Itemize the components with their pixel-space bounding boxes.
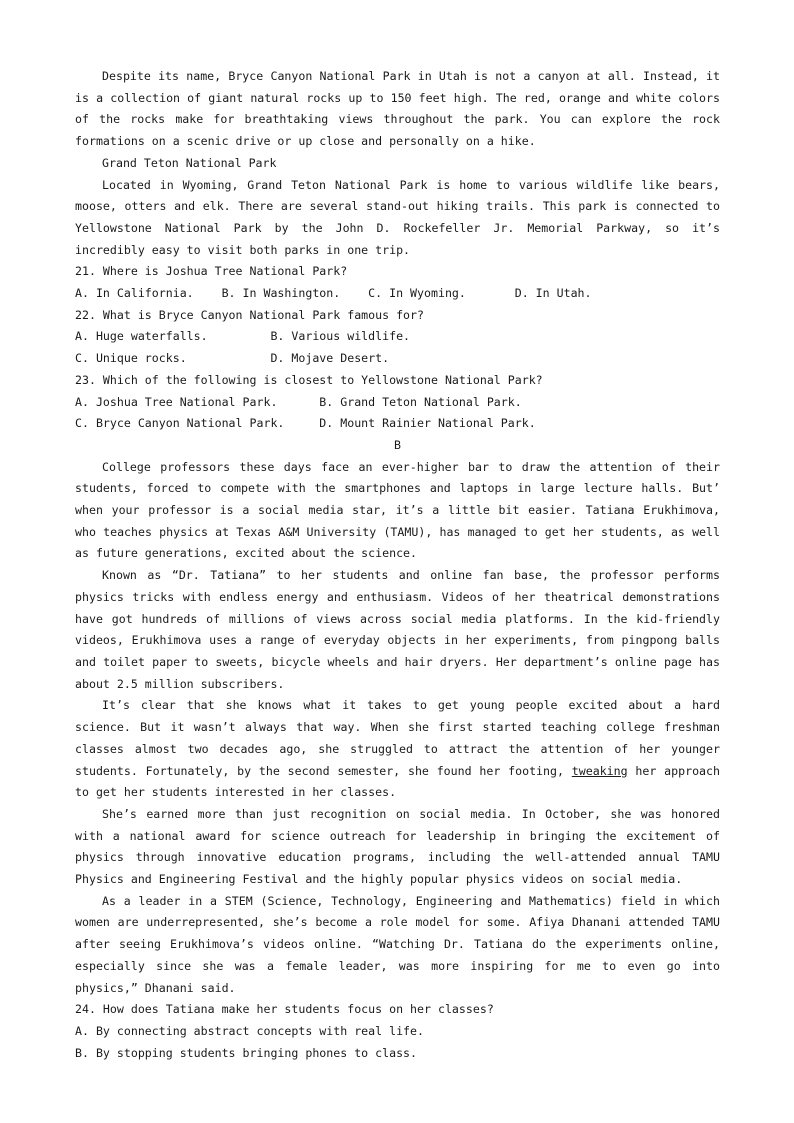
passage-b-paragraph-2: Known as “Dr. Tatiana” to her students and online fan base, the professor performs physics tricks with endless energy and enthusiasm. Videos of her theatrical demonstrations have got hundreds of millions of views across social media platforms. In the kid-friendly videos, Erukhimova uses a range of everyday objects in her experiments, from pingpong balls and toilet paper to sweets, bicycle wheels and hair dryers. Her department’s online page has about 2.5 million subscribers. (75, 568, 720, 691)
passage-b-paragraph-3 (75, 695, 720, 804)
grand-teton-heading: Grand Teton National Park (102, 155, 277, 170)
question-22-options-ab: A. Huge waterfalls. B. Various wildlife. (75, 329, 411, 344)
section-b-heading: B (394, 437, 401, 452)
question-21-options: A. In California. B. In Washington. C. In Wyoming. D. In Utah. (75, 286, 592, 301)
question-23-options-ab: A. Joshua Tree National Park. B. Grand Teton National Park. (75, 394, 522, 409)
bryce-canyon-paragraph: Despite its name, Bryce Canyon National Park in Utah is not a canyon at all. Instead, it is a collection of giant natural rocks up to 150 feet high. The red, orange and white colors of the rocks make for breathtaking views throughout the park. You can explore the rock formations on a scenic drive or up close and personally on a hike. (75, 69, 720, 149)
question-23-options-cd: C. Bryce Canyon National Park. D. Mount Rainier National Park. (75, 416, 536, 431)
paragraph-3-text-end: her approach to get her students interested in her classes. (75, 763, 720, 800)
question-24-option-b: B. By stopping students bringing phones to class. (75, 1045, 418, 1060)
question-22: 22. What is Bryce Canyon National Park famous for? (75, 307, 425, 322)
passage-b-paragraph-4: She’s earned more than just recognition on social media. In October, she was honored with a national award for science outreach for leadership in bringing the excitement of physics through innovative education programs, including the well-attended annual TAMU Physics and Engineering Festival and the highly popular physics videos on social media. (75, 806, 720, 887)
underlined-word-tweaking: tweaking (571, 763, 628, 778)
exam-page (75, 66, 720, 1064)
question-24-option-a: A. By connecting abstract concepts with real life. (75, 1023, 425, 1038)
question-23: 23. Which of the following is closest to Yellowstone National Park? (75, 372, 543, 387)
question-24: 24. How does Tatiana make her students focus on her classes? (75, 1002, 494, 1017)
grand-teton-paragraph: Located in Wyoming, Grand Teton National Park is home to various wildlife like bears, moose, otters and elk. There are several stand-out hiking trails. This park is connected to Yellowstone National Park by the John D. Rockefeller Jr. Memorial Parkway, so it’s incredibly easy to visit both parks in one trip. (75, 177, 720, 257)
question-22-options-cd: C. Unique rocks. D. Mojave Desert. (75, 351, 390, 366)
question-21: 21. Where is Joshua Tree National Park? (75, 264, 348, 279)
passage-b-paragraph-5: As a leader in a STEM (Science, Technology, Engineering and Mathematics) field in which women are underrepresented, she’s become a role model for some. Afiya Dhanani attended TAMU after seeing Erukhimova’s videos online. “Watching Dr. Tatiana do the experiments online, especially since she was a female leader, was more inspiring for me to even go into physics,” Dhanani said. (75, 893, 720, 995)
passage-b-paragraph-1: College professors these days face an ever-higher bar to draw the attention of their students, forced to compete with the smartphones and laptops in large lecture halls. But’ when your professor is a social media star, it’s a little bit easier. Tatiana Erukhimova, who teaches physics at Texas A&M University (TAMU), has managed to get her students, as well as future generations, excited about the science. (75, 459, 720, 561)
paragraph-3-text-start: It’s clear that she knows what it takes to get young people excited about a hard science. But it wasn’t always that way. When she first started teaching college freshman classes almost two decades ago, she struggled to attract the attention of her younger students. Fortunately, by the second semester, she found her footing, (75, 698, 720, 778)
